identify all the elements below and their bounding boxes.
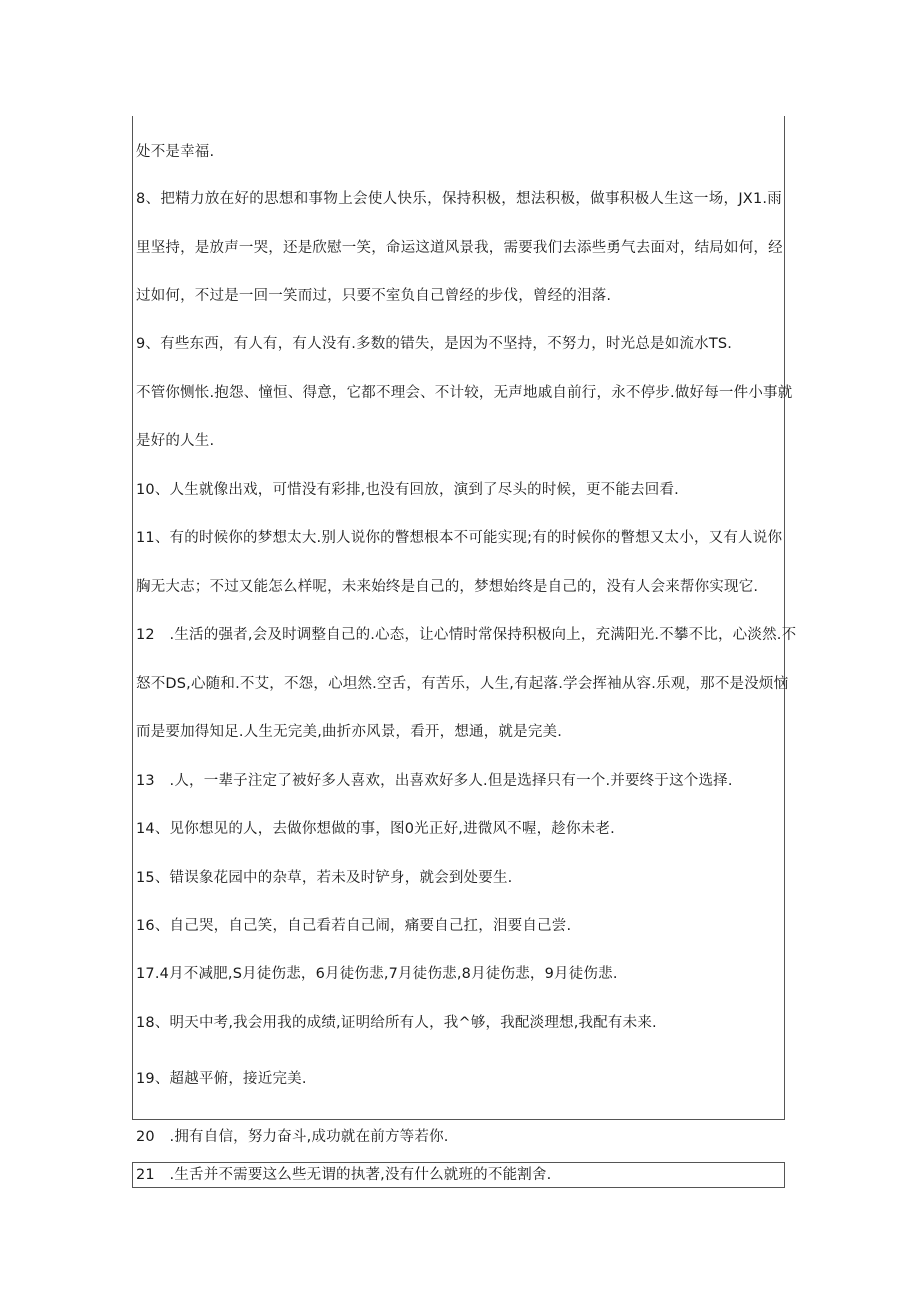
text-line: 不管你恻怅.抱怨、憧恒、得意，它都不理会、不计较，无声地戚自前行，永不停步.做好每一件小事就 <box>136 385 793 401</box>
text-line: 怒不DS,心随和.不艾，不怨，心坦然.空舌，有苦乐，人生,有起落.学会挥袖从容.乐观，那不是没烦恼 <box>136 676 789 692</box>
text-line: 19、超越平俯，接近完美. <box>136 1071 307 1087</box>
text-line: 胸无大志；不过又能怎么样呢，未来始终是自己的，梦想始终是自己的，没有人会来帮你实现它. <box>136 579 759 595</box>
text-line: 11、有的时候你的梦想太大.别人说你的瞥想根本不可能实现;有的时候你的瞥想又太小，又有人说你 <box>136 530 783 546</box>
text-line: 9、有些东西，有人有，有人没有.多数的错失，是因为不坚持，不努力，时光总是如流水TS. <box>136 336 733 352</box>
text-line: 20 .拥有自信，努力奋斗,成功就在前方等若你. <box>136 1129 449 1145</box>
text-line: 16、自己哭，自己笑，自己看若自己闹，痛要自己扛，泪要自己尝. <box>136 918 572 934</box>
text-line: 13 .人，一辈子注定了被好多人喜欢，出喜欢好多人.但是选择只有一个.并要终于这个选择. <box>136 773 733 789</box>
text-line: 8、把精力放在好的思想和事物上会使人快乐，保持积极，想法积极，做事积极人生这一场，JX1.雨 <box>136 191 782 207</box>
text-line: 而是要加得知足.人生无完美,曲折亦风景，看开，想通，就是完美. <box>136 724 563 740</box>
text-line: 里坚持，是放声一哭，还是欣慰一笑，命运这道风景我，需要我们去添些勇气去面对，结局如何，经 <box>136 240 783 256</box>
text-line: 处不是幸福. <box>136 144 215 160</box>
text-line: 18、明天中考,我会用我的成绩,证明给所有人，我^够，我配淡理想,我配有未来. <box>136 1015 657 1031</box>
text-line: 21 .生舌并不需要这么些无谓的执著,没有什么就班的不能割舍. <box>136 1167 552 1183</box>
text-line: 过如何，不过是一回一笑而过，只要不室负自己曾经的步伐，曾经的泪落. <box>136 288 612 304</box>
text-line: 14、见你想见的人，去做你想做的事，图0光正好,进微风不喔，趁你未老. <box>136 821 615 837</box>
text-line: 17.4月不减肥,S月徒伤悲，6月徒伤悲,7月徒伤悲,8月徒伤悲，9月徒伤悲. <box>136 966 618 982</box>
text-line: 10、人生就像出戏，可惜没有彩排,也没有回放，演到了尽头的时候，更不能去回看. <box>136 482 679 498</box>
text-line: 15、错误象花园中的杂草，若未及时铲身，就会到处要生. <box>136 870 513 886</box>
text-line: 12 .生活的强者,会及时调整自己的.心态，让心情时常保持积极向上，充满阳光.不攀不比，心淡然.不 <box>136 627 797 643</box>
text-line: 是好的人生. <box>136 433 215 449</box>
